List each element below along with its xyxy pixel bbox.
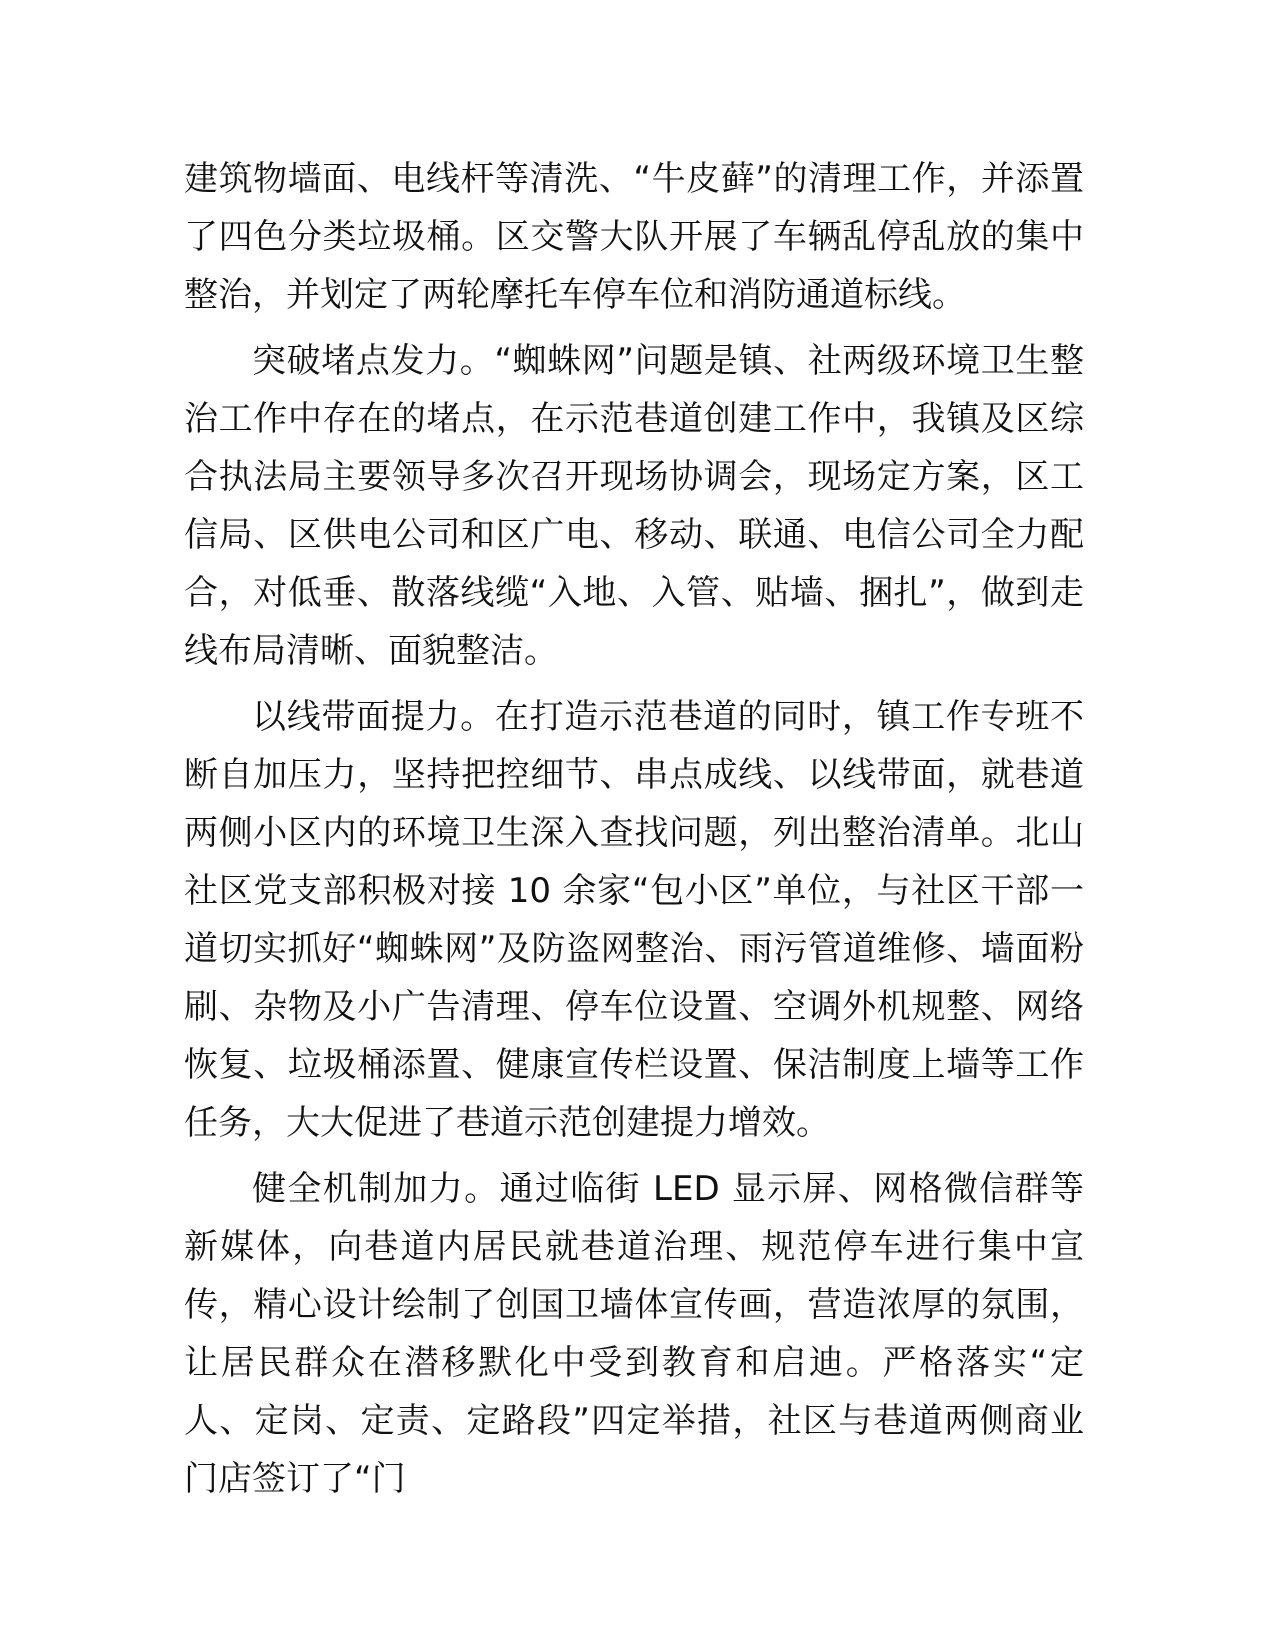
paragraph-mechanism — [184, 1160, 1084, 1508]
document-body — [184, 150, 1084, 1516]
paragraph-line-to-area — [184, 688, 1084, 1152]
paragraph-text: 通过临街 LED 显示屏、网格微信群等新媒体，向巷道内居民就巷道治理、规范停车进行集中宣传，精心设计绘制了创国卫墙体宣传画，营造浓厚的氛围，让居民群众在潜移默化中受到教育和启迪。严格落实“定人、定岗、定责、定路段”四定举措，社区与巷道两侧商业门店签订了“门 — [184, 1169, 1084, 1499]
paragraph-heading: 健全机制加力。 — [252, 1169, 500, 1209]
paragraph-heading: 突破堵点发力。 — [252, 341, 495, 381]
paragraph-text: 建筑物墙面、电线杆等清洗、“牛皮藓”的清理工作，并添置了四色分类垃圾桶。区交警大队开展了车辆乱停乱放的集中整治，并划定了两轮摩托车停车位和消防通道标线。 — [184, 159, 1084, 315]
paragraph-text: “蜘蛛网”问题是镇、社两级环境卫生整治工作中存在的堵点，在示范巷道创建工作中，我镇及区综合执法局主要领导多次召开现场协调会，现场定方案，区工信局、区供电公司和区广电、移动、联通、电信公司全力配合，对低垂、散落线缆“入地、入管、贴墙、捆扎”，做到走线布局清晰、面貌整洁。 — [184, 341, 1084, 671]
paragraph-heading: 以线带面提力。 — [252, 697, 495, 737]
paragraph-breakthrough — [184, 332, 1084, 680]
paragraph-continuation — [184, 150, 1084, 324]
paragraph-text: 在打造示范巷道的同时，镇工作专班不断自加压力，坚持把控细节、串点成线、以线带面，就巷道两侧小区内的环境卫生深入查找问题，列出整治清单。北山社区党支部积极对接 10 余家“包小区”单位，与社区干部一道切实抓好“蜘蛛网”及防盗网整治、雨污管道维修、墙面粉刷、杂物及小广告清理、停车位设置、空调外机规整、网络恢复、垃圾桶添置、健康宣传栏设置、保洁制度上墙等工作任务，大大促进了巷道示范创建提力增效。 — [184, 697, 1085, 1143]
